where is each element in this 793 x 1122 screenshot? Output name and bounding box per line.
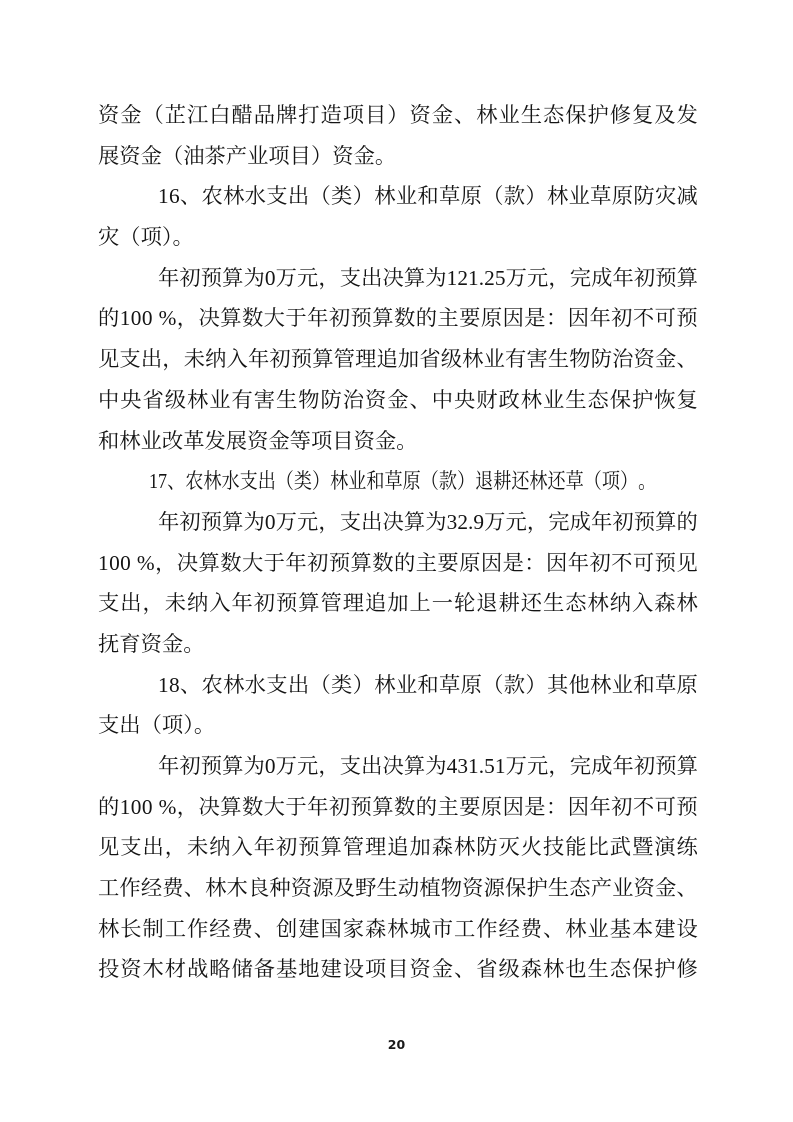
text-line: 1 6 、 农 林 水 支 出 （ 类 ） 林 业 和 草 原 （ 款 ） 林 业 草 原 防 灾 减: [158, 184, 698, 209]
text-line: 的 1 0 0 % ， 决 算 数 大 于 年 初 预 算 数 的 主 要 原 因 是 ： 因 年 初 不 可 预: [98, 794, 698, 819]
text-line: 工 作 经 费 、 林 木 良 种 资 源 及 野 生 动 植 物 资 源 保 护 生 态 产 业 资 金 、: [98, 876, 698, 901]
text-line: 林 长 制 工 作 经 费 、 创 建 国 家 森 林 城 市 工 作 经 费 、 林 业 基 本 建 设: [98, 916, 698, 941]
text-line: 年 初 预 算 为 0 万 元 ， 支 出 决 算 为 3 2 . 9 万 元 ， 完 成 年 初 预 算 的: [158, 509, 698, 534]
text-line: 支 出 ， 未 纳 入 年 初 预 算 管 理 追 加 上 一 轮 退 耕 还 生 态 林 纳 入 森 林: [98, 591, 698, 616]
text-line: 抚育资金。: [98, 631, 205, 656]
text-line: 中 央 省 级 林 业 有 害 生 物 防 治 资 金 、 中 央 财 政 林 业 生 态 保 护 恢 复: [98, 387, 698, 412]
text-line: 灾（项）。: [98, 225, 194, 250]
page-number: 20: [387, 1037, 406, 1052]
text-line: 见 支 出 ， 未 纳 入 年 初 预 算 管 理 追 加 森 林 防 灭 火 技 能 比 武 暨 演 练: [98, 835, 698, 860]
text-line: 1 7 、 农 林 水 支 出 （ 类 ） 林 业 和 草 原 （ 款 ） 退 耕 还 林 还 草 （ 项 ） 。: [149, 469, 657, 494]
text-line: 年 初 预 算 为 0 万 元 ， 支 出 决 算 为 4 3 1 . 5 1 万 元 ， 完 成 年 初 预 算: [158, 754, 698, 778]
text-line: 的 1 0 0 % ， 决 算 数 大 于 年 初 预 算 数 的 主 要 原 因 是 ： 因 年 初 不 可 预: [98, 306, 698, 331]
text-line: 见 支 出 ， 未 纳 入 年 初 预 算 管 理 追 加 省 级 林 业 有 害 生 物 防 治 资 金 、: [98, 347, 698, 372]
text-line: 资 金 （ 芷 江 白 醋 品 牌 打 造 项 目 ） 资 金 、 林 业 生 态 保 护 修 复 及 发: [98, 103, 698, 127]
text-line: 1 8 、 农 林 水 支 出 （ 类 ） 林 业 和 草 原 （ 款 ） 其 他 林 业 和 草 原: [158, 672, 698, 697]
text-line: 年 初 预 算 为 0 万 元 ， 支 出 决 算 为 1 2 1 . 2 5 万 元 ， 完 成 年 初 预 算: [158, 265, 698, 290]
document-body: [98, 95, 698, 990]
text-line: 和林业改革发展资金等项目资金。: [98, 428, 418, 453]
text-line: 投 资 木 材 战 略 储 备 基 地 建 设 项 目 资 金 、 省 级 森 林 也 生 态 保 护 修: [98, 957, 698, 982]
text-line: 1 0 0 % ， 决 算 数 大 于 年 初 预 算 数 的 主 要 原 因 是 ： 因 年 初 不 可 预 见: [98, 550, 698, 575]
text-line: 展资金（油茶产业项目）资金。: [98, 143, 397, 168]
page-footer: [0, 1036, 793, 1054]
text-line: 支出（项）。: [98, 713, 216, 738]
